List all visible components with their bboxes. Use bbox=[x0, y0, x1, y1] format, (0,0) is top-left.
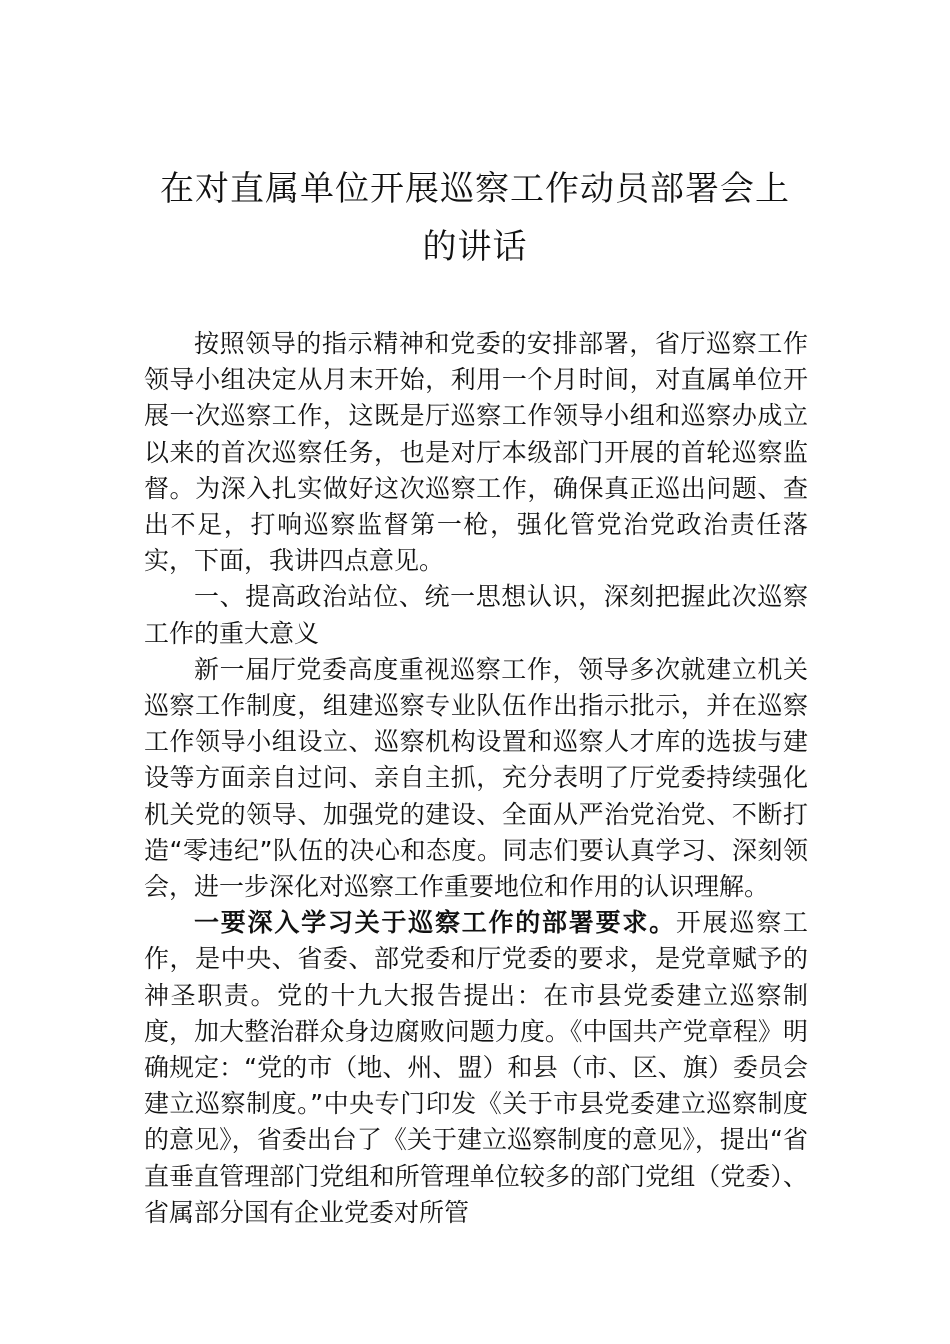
paragraph-text: 开展巡察工作，是中央、省委、部党委和厅党委的要求，是党章赋予的神圣职责。党的十九大报告提出：在市县党委建立巡察制度，加大整治群众身边腐败问题力度。《中国共产党章程》明确规定：“党的市（地、州、盟）和县（市、区、旗）委员会建立巡察制度。”中央专门印发《关于市县党委建立巡察制度的意见》，省委出台了《关于建立巡察制度的意见》，提出“省直垂直管理部门党组和所管理单位较多的部门党组（党委）、省属部分国有企业党委对所管 bbox=[144, 908, 808, 1227]
paragraph-text: 新一届厅党委高度重视巡察工作，领导多次就建立机关巡察工作制度，组建巡察专业队伍作出指示批示，并在巡察工作领导小组设立、巡察机构设置和巡察人才库的选拔与建设等方面亲自过问、亲自主抓，充分表明了厅党委持续强化机关党的领导、加强党的建设、全面从严治党治党、不断打造“零违纪”队伍的决心和态度。同志们要认真学习、深刻领会，进一步深化对巡察工作重要地位和作用的认识理解。 bbox=[144, 654, 808, 902]
paragraph-text: 一、提高政治站位、统一思想认识，深刻把握此次巡察工作的重大意义 bbox=[144, 582, 808, 648]
paragraph-text: 按照领导的指示精神和党委的安排部署，省厅巡察工作领导小组决定从月末开始，利用一个月时间，对直属单位开展一次巡察工作，这既是厅巡察工作领导小组和巡察办成立以来的首次巡察任务，也是对厅本级部门开展的首轮巡察监督。为深入扎实做好这次巡察工作，确保真正巡出问题、查出不足，打响巡察监督第一枪，强化管党治党政治责任落实，下面，我讲四点意见。 bbox=[144, 329, 808, 576]
paragraph-requirements bbox=[144, 905, 808, 1231]
document-body bbox=[144, 326, 808, 1231]
paragraph-lead: 一要深入学习关于巡察工作的部署要求。 bbox=[194, 908, 676, 938]
title-line-2: 的讲话 bbox=[422, 227, 528, 267]
paragraph-significance bbox=[144, 652, 808, 905]
paragraph-intro bbox=[144, 326, 808, 579]
title-line-1: 在对直属单位开展巡察工作动员部署会上 bbox=[160, 169, 790, 209]
section-heading-1 bbox=[144, 579, 808, 651]
document-title bbox=[140, 160, 810, 276]
